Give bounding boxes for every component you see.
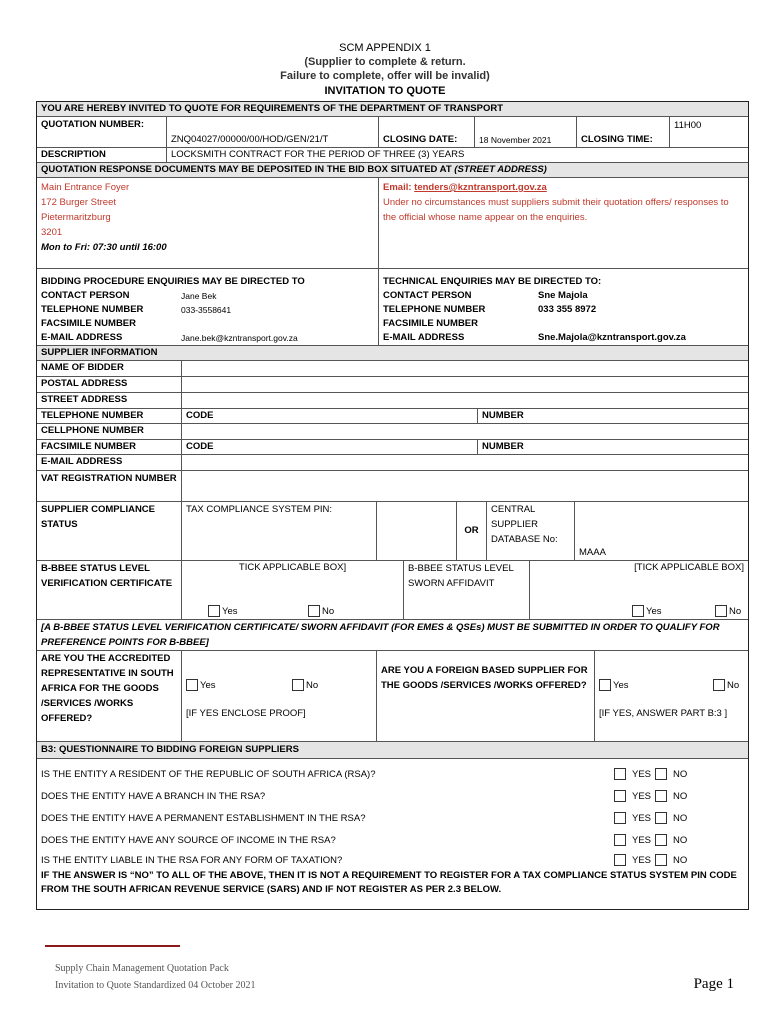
b3-heading-row bbox=[37, 742, 748, 759]
bbbee-sworn-options: [TICK APPLICABLE BOX] Yes No bbox=[530, 561, 748, 619]
bbbee-notice: [A B-BBEE STATUS LEVEL VERIFICATION CERTIFICATE/ SWORN AFFIDAVIT (FOR EMES & QSEs) MUST BE SUBMITTED IN ORDER TO QUALIFY FOR PREFERENCE POINTS FOR B-BBEE] bbox=[41, 622, 720, 648]
b3-question-income: DOES THE ENTITY HAVE ANY SOURCE OF INCOME IN THE RSA? YES NO bbox=[41, 834, 688, 846]
bidding-enquiries: BIDDING PROCEDURE ENQUIRIES MAY BE DIRECTED TO CONTACT PERSON Jane Bek TELEPHONE NUMBER 033-3558641 FACSIMILE NUMBER E-MAIL ADDRESS Jane.bek@kzntransport.gov.za bbox=[37, 269, 379, 345]
bbbee-cert-options: TICK APPLICABLE BOX] Yes No bbox=[182, 561, 404, 619]
bbbee-cert-label: B-BBEE STATUS LEVEL VERIFICATION CERTIFICATE bbox=[37, 561, 182, 619]
description-label: DESCRIPTION bbox=[37, 148, 167, 162]
email-label: E-MAIL ADDRESS bbox=[37, 455, 182, 470]
bbbee-sworn-label: B-BBEE STATUS LEVEL SWORN AFFIDAVIT bbox=[404, 561, 530, 619]
footer-line-2: Invitation to Quote Standardized 04 October 2021 bbox=[55, 980, 256, 991]
bidder-name-label: NAME OF BIDDER bbox=[37, 361, 182, 376]
foreign-question: ARE YOU A FOREIGN BASED SUPPLIER FOR THE GOODS /SERVICES /WORKS OFFERED? bbox=[377, 651, 595, 741]
instruction-line-2: Failure to complete, offer will be invalid) bbox=[280, 70, 490, 82]
b3-question-establishment: DOES THE ENTITY HAVE A PERMANENT ESTABLISHMENT IN THE RSA? YES NO bbox=[41, 812, 688, 824]
supplier-heading: SUPPLIER INFORMATION bbox=[41, 347, 158, 358]
accredited-row bbox=[37, 651, 748, 742]
accredited-question: ARE YOU THE ACCREDITED REPRESENTATIVE IN SOUTH AFRICA FOR THE GOODS /SERVICES /WORKS OFFERED? bbox=[37, 651, 182, 741]
establishment-no-checkbox[interactable] bbox=[655, 812, 667, 824]
fax-code[interactable]: CODE bbox=[182, 440, 478, 454]
page-number: Page 1 bbox=[693, 976, 734, 992]
bbbee-notice-row bbox=[37, 620, 748, 651]
quotation-form bbox=[36, 101, 749, 910]
quotation-number-label: QUOTATION NUMBER: bbox=[37, 117, 167, 147]
accredited-options: Yes No [IF YES ENCLOSE PROOF] bbox=[182, 651, 377, 741]
foreign-options: Yes No [IF YES, ANSWER PART B:3 ] bbox=[599, 680, 740, 719]
b3-questionnaire bbox=[37, 759, 748, 909]
street-label: STREET ADDRESS bbox=[37, 393, 182, 408]
b3-question-taxation: IS THE ENTITY LIABLE IN THE RSA FOR ANY FORM OF TAXATION? YES NO bbox=[41, 854, 688, 866]
postal-row bbox=[37, 377, 748, 393]
appendix-title: SCM APPENDIX 1 bbox=[339, 42, 431, 54]
quotation-number: ZNQ04027/00000/00/HOD/GEN/21/T bbox=[167, 117, 379, 147]
resident-yes-checkbox[interactable] bbox=[614, 768, 626, 780]
b3-question-resident: IS THE ENTITY A RESIDENT OF THE REPUBLIC OF SOUTH AFRICA (RSA)? YES NO bbox=[41, 768, 688, 780]
street-row bbox=[37, 393, 748, 409]
cellphone-field[interactable] bbox=[182, 424, 748, 439]
email-field[interactable] bbox=[182, 455, 748, 470]
closing-date-value: 18 November 2021 bbox=[475, 117, 577, 147]
cellphone-row bbox=[37, 424, 748, 440]
deposit-address: Main Entrance Foyer 172 Burger Street Pietermaritzburg 3201 Mon to Fri: 07:30 until 16:00 bbox=[37, 178, 379, 268]
cert-no-checkbox[interactable] bbox=[308, 605, 320, 617]
deposit-email-info: Email: tenders@kzntransport.gov.za Under no circumstances must suppliers submit their quotation offers/ responses to the official whose name appear on the enquiries. bbox=[383, 182, 729, 223]
bidder-name-field[interactable] bbox=[182, 361, 748, 376]
street-field[interactable] bbox=[182, 393, 748, 408]
vat-field[interactable] bbox=[182, 471, 748, 501]
telephone-label: TELEPHONE NUMBER bbox=[37, 409, 182, 423]
closing-date-label: CLOSING DATE: bbox=[379, 117, 475, 147]
enquiries-block bbox=[37, 269, 748, 345]
vat-label: VAT REGISTRATION NUMBER bbox=[37, 471, 182, 501]
foreign-no-checkbox[interactable] bbox=[713, 679, 725, 691]
fax-number[interactable]: NUMBER bbox=[482, 441, 524, 452]
taxation-no-checkbox[interactable] bbox=[655, 854, 667, 866]
footer-divider bbox=[45, 945, 180, 947]
closing-time-value: 11H00 bbox=[674, 120, 702, 131]
foreign-yes-checkbox[interactable] bbox=[599, 679, 611, 691]
postal-label: POSTAL ADDRESS bbox=[37, 377, 182, 392]
cellphone-label: CELLPHONE NUMBER bbox=[37, 424, 182, 439]
footer-line-1: Supply Chain Management Quotation Pack bbox=[55, 963, 229, 974]
closing-time-label: CLOSING TIME: bbox=[577, 117, 670, 147]
form-title: INVITATION TO QUOTE bbox=[324, 85, 446, 97]
deposit-heading: QUOTATION RESPONSE DOCUMENTS MAY BE DEPOSITED IN THE BID BOX SITUATED AT (STREET ADDRESS) bbox=[41, 164, 547, 175]
resident-no-checkbox[interactable] bbox=[655, 768, 667, 780]
csd-label: CENTRAL SUPPLIER DATABASE No: bbox=[487, 502, 575, 560]
postal-field[interactable] bbox=[182, 377, 748, 392]
fax-row bbox=[37, 440, 748, 455]
branch-yes-checkbox[interactable] bbox=[614, 790, 626, 802]
deposit-row bbox=[37, 178, 748, 269]
csd-field[interactable]: MAAA bbox=[579, 547, 606, 558]
bidder-name-row bbox=[37, 361, 748, 377]
description-value: LOCKSMITH CONTRACT FOR THE PERIOD OF THREE (3) YEARS bbox=[171, 149, 465, 160]
or-label: OR bbox=[457, 502, 487, 560]
taxation-yes-checkbox[interactable] bbox=[614, 854, 626, 866]
telephone-row bbox=[37, 409, 748, 424]
supplier-heading-row bbox=[37, 346, 748, 361]
tax-pin-field[interactable] bbox=[377, 502, 457, 560]
deposit-heading-row bbox=[37, 163, 748, 178]
sworn-no-checkbox[interactable] bbox=[715, 605, 727, 617]
accredited-no-checkbox[interactable] bbox=[292, 679, 304, 691]
compliance-label: SUPPLIER COMPLIANCE STATUS bbox=[37, 502, 182, 560]
vat-row bbox=[37, 471, 748, 502]
email-row bbox=[37, 455, 748, 471]
tax-pin-label: TAX COMPLIANCE SYSTEM PIN: bbox=[182, 502, 377, 560]
b3-question-branch: DOES THE ENTITY HAVE A BRANCH IN THE RSA? YES NO bbox=[41, 790, 688, 802]
branch-no-checkbox[interactable] bbox=[655, 790, 667, 802]
sworn-yes-checkbox[interactable] bbox=[632, 605, 644, 617]
cert-yes-checkbox[interactable] bbox=[208, 605, 220, 617]
accredited-yes-checkbox[interactable] bbox=[186, 679, 198, 691]
invite-text: YOU ARE HEREBY INVITED TO QUOTE FOR REQUIREMENTS OF THE DEPARTMENT OF TRANSPORT bbox=[41, 103, 504, 114]
establishment-yes-checkbox[interactable] bbox=[614, 812, 626, 824]
compliance-row bbox=[37, 502, 748, 561]
b3-heading: B3: QUESTIONNAIRE TO BIDDING FOREIGN SUPPLIERS bbox=[41, 744, 299, 755]
telephone-number[interactable]: NUMBER bbox=[482, 410, 524, 421]
telephone-code[interactable]: CODE bbox=[182, 409, 478, 423]
b3-final-note: IF THE ANSWER IS “NO” TO ALL OF THE ABOVE, THEN IT IS NOT A REQUIREMENT TO REGISTER FOR A TAX COMPLIANCE STATUS SYSTEM PIN CODE FROM THE SOUTH AFRICAN REVENUE SERVICE (SARS) AND IF NOT REGISTER AS PER 2.3 BELOW. bbox=[41, 870, 737, 895]
income-yes-checkbox[interactable] bbox=[614, 834, 626, 846]
fax-label: FACSIMILE NUMBER bbox=[37, 440, 182, 454]
income-no-checkbox[interactable] bbox=[655, 834, 667, 846]
description-row bbox=[37, 148, 748, 163]
quotation-number-row bbox=[37, 117, 748, 148]
bbbee-row bbox=[37, 561, 748, 620]
instruction-line-1: (Supplier to complete & return. bbox=[304, 56, 466, 68]
tenders-email-link[interactable]: tenders@kzntransport.gov.za bbox=[414, 182, 547, 193]
technical-enquiries: TECHNICAL ENQUIRIES MAY BE DIRECTED TO: CONTACT PERSON Sne Majola TELEPHONE NUMBER 033 355 8972 FACSIMILE NUMBER E-MAIL ADDRESS Sne.Majola@kzntransport.gov.za bbox=[383, 276, 686, 343]
invite-row bbox=[37, 102, 748, 117]
